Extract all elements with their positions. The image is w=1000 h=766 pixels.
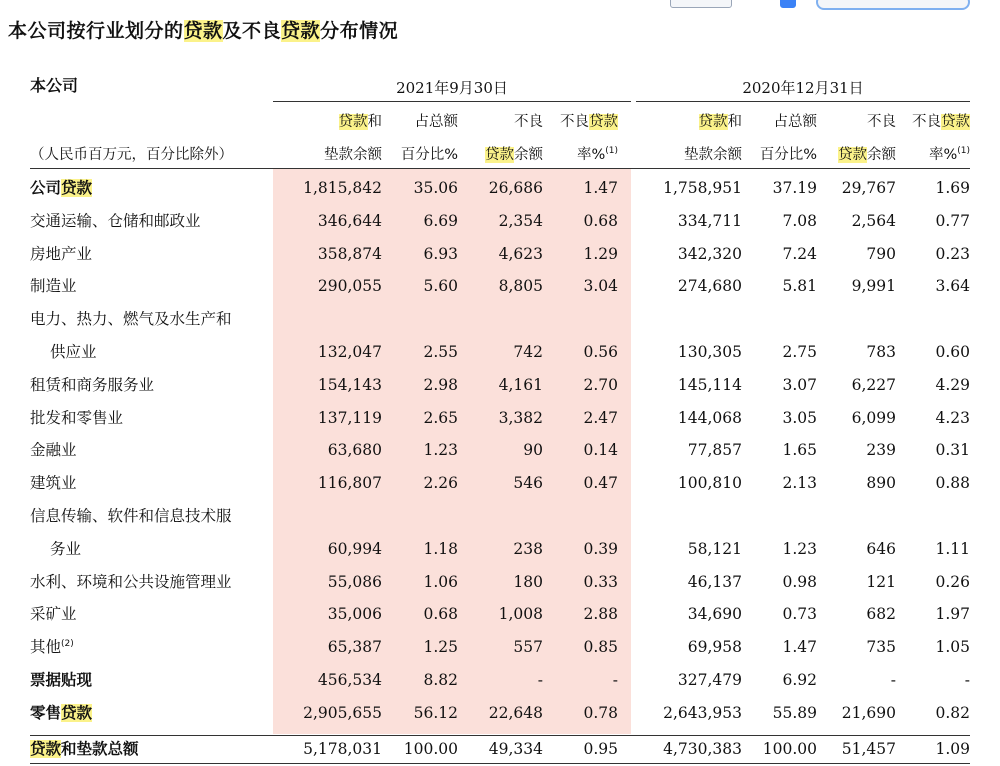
- table-cell: 132,047: [317, 343, 382, 361]
- table-cell: 1.09: [935, 739, 970, 758]
- title-part: 本公司按行业划分的: [8, 20, 184, 42]
- table-cell: 6,227: [851, 375, 896, 394]
- table-cell: 2.70: [583, 375, 618, 394]
- table-cell: 783: [866, 343, 896, 361]
- table-cell: 29,767: [841, 179, 896, 197]
- table-cell: 0.82: [935, 703, 970, 722]
- search-box-fragment[interactable]: [816, 0, 970, 10]
- table-cell: 2.13: [782, 474, 817, 493]
- table-cell: 144,068: [677, 408, 742, 427]
- toolbar-fragment-3: [780, 0, 796, 8]
- row-label-highlight: 贷款: [61, 179, 93, 197]
- table-cell: 346,644: [317, 211, 382, 230]
- column-header-line2: [401, 145, 458, 165]
- header-highlight: 贷款: [941, 114, 970, 130]
- table-cell: 0.23: [935, 244, 970, 263]
- header-text: 占总额: [773, 114, 817, 130]
- table-cell: 735: [866, 638, 896, 657]
- column-header-line2: [324, 145, 382, 165]
- table-cell: 1.06: [423, 572, 458, 591]
- table-cell: 130,305: [677, 343, 742, 361]
- row-label: [30, 276, 77, 296]
- table-cell: 2.88: [583, 605, 618, 624]
- table-cell: 35.06: [413, 179, 458, 197]
- row-label-text: 批发和零售业: [30, 408, 124, 427]
- header-highlight: 贷款: [698, 114, 728, 130]
- table-cell: 5.81: [782, 277, 817, 296]
- total-rule: [30, 735, 970, 736]
- column-header-line1: [415, 112, 459, 132]
- title-highlight: 贷款: [183, 20, 223, 42]
- table-cell: 646: [866, 539, 896, 558]
- title-part: 分布情况: [320, 20, 399, 42]
- table-cell: 0.56: [583, 343, 618, 361]
- row-label-text: 信息传输、软件和信息技术服: [30, 507, 232, 525]
- header-text: 百分比%: [400, 147, 458, 163]
- table-cell: 0.60: [935, 343, 970, 361]
- table-cell: 180: [513, 572, 543, 591]
- table-cell: 1.11: [935, 539, 970, 558]
- table-cell: 4,161: [498, 375, 543, 394]
- column-header-line1: [339, 112, 383, 132]
- column-header-line2: [577, 145, 618, 165]
- header-text: 率%: [928, 147, 958, 163]
- table-cell: 0.26: [935, 572, 970, 591]
- row-label-text: 租赁和商务服务业: [30, 375, 155, 394]
- table-cell: 546: [513, 474, 543, 493]
- table-cell: 4,623: [498, 244, 543, 263]
- table-cell: 456,534: [317, 671, 382, 689]
- row-label-text: 金融业: [30, 441, 77, 460]
- table-cell: 121: [866, 572, 896, 591]
- header-text: 不良: [514, 114, 543, 130]
- column-header-line2: [760, 145, 817, 165]
- title-part: 及不良: [222, 20, 282, 42]
- toolbar-fragment-2: [670, 0, 732, 8]
- table-cell: 7.08: [782, 211, 817, 230]
- row-label: [30, 506, 232, 526]
- table-cell: 1.29: [583, 244, 618, 263]
- table-cell: 145,114: [677, 375, 742, 394]
- table-cell: 0.88: [935, 474, 970, 493]
- table-cell: 2,354: [498, 211, 543, 230]
- row-label-highlight: 贷款: [61, 703, 93, 722]
- table-cell: -: [890, 671, 896, 689]
- table-cell: 34,690: [687, 605, 742, 624]
- table-cell: 358,874: [317, 244, 382, 263]
- row-label-text: 采矿业: [30, 605, 77, 624]
- page-title: [8, 16, 398, 43]
- header-text: 和: [727, 114, 742, 130]
- header-text: 百分比%: [759, 147, 817, 163]
- table-cell: 6,099: [851, 408, 896, 427]
- table-cell: 22,648: [488, 703, 543, 722]
- table-cell: 5.60: [423, 277, 458, 296]
- row-label-text: 和垫款总额: [61, 739, 139, 758]
- header-highlight: 贷款: [838, 147, 867, 163]
- row-label: [50, 342, 97, 362]
- table-cell: 37.19: [772, 179, 817, 197]
- table-cell: 0.78: [583, 703, 618, 722]
- table-cell: 2.26: [423, 474, 458, 493]
- table-cell: 1,758,951: [663, 179, 742, 197]
- table-cell: 0.68: [583, 211, 618, 230]
- table-cell: 116,807: [317, 474, 382, 493]
- browser-toolbar-fragment: [640, 0, 1000, 10]
- row-label-text: 房地产业: [30, 244, 93, 263]
- row-label-text: 电力、热力、燃气及水生产和: [30, 310, 232, 329]
- period-header-2021: 2021年9月30日: [396, 79, 508, 97]
- table-cell: 3.05: [782, 408, 817, 427]
- period-rule-2021: [273, 101, 631, 102]
- row-label-text: 票据贴现: [30, 671, 93, 689]
- table-cell: 238: [513, 539, 543, 558]
- table-cell: 682: [866, 605, 896, 624]
- column-header-line1: [912, 112, 970, 132]
- table-cell: 239: [866, 441, 896, 460]
- row-label: [30, 211, 201, 231]
- column-header-line1: [867, 112, 896, 132]
- table-cell: 0.14: [583, 441, 618, 460]
- header-text: 率%: [576, 147, 606, 163]
- header-text: 不良: [867, 114, 896, 130]
- title-highlight: 贷款: [281, 20, 321, 42]
- table-cell: 327,479: [677, 671, 742, 689]
- row-label-text: 水利、环境和公共设施管理业: [30, 572, 232, 591]
- header-highlight: 贷款: [485, 147, 514, 163]
- row-label-text: 零售: [30, 703, 62, 722]
- table-cell: 0.39: [583, 539, 618, 558]
- period-header-2020: 2020年12月31日: [742, 79, 864, 97]
- table-cell: 8,805: [498, 277, 543, 296]
- table-cell: 0.95: [583, 739, 618, 758]
- table-cell: 1.18: [423, 539, 458, 558]
- period-rule-2020: [636, 101, 970, 102]
- header-highlight: 贷款: [589, 114, 618, 130]
- table-cell: 2.98: [423, 375, 458, 394]
- header-text: 占总额: [414, 114, 458, 130]
- row-label: [30, 473, 77, 493]
- bottom-rule: [30, 763, 970, 764]
- table-cell: 49,334: [488, 739, 543, 758]
- row-label: [30, 604, 77, 624]
- table-cell: 6.93: [423, 244, 458, 263]
- row-label: [30, 703, 92, 723]
- table-cell: 46,137: [687, 572, 742, 591]
- row-label: [30, 670, 92, 690]
- table-cell: 4.29: [935, 375, 970, 394]
- row-label: [30, 178, 92, 198]
- table-cell: 0.73: [782, 605, 817, 624]
- table-cell: 21,690: [841, 703, 896, 722]
- header-text: 不良: [912, 114, 941, 130]
- table-cell: 2,564: [851, 211, 896, 230]
- row-label-text: 务业: [50, 539, 82, 558]
- table-cell: 0.68: [423, 605, 458, 624]
- table-cell: 26,686: [488, 179, 543, 197]
- table-cell: 1.23: [782, 539, 817, 558]
- header-highlight: 贷款: [338, 114, 368, 130]
- table-cell: 7.24: [782, 244, 817, 263]
- table-cell: 0.47: [583, 474, 618, 493]
- corner-label: 本公司: [30, 76, 79, 95]
- table-cell: 1.65: [782, 441, 817, 460]
- header-text: 和: [367, 114, 382, 130]
- table-cell: 35,006: [327, 605, 382, 624]
- table-cell: 69,958: [687, 638, 742, 657]
- row-label-text: 建筑业: [30, 474, 77, 493]
- row-label-text: 交通运输、仓储和邮政业: [30, 211, 201, 230]
- table-cell: 334,711: [677, 211, 742, 230]
- table-cell: 3.07: [782, 375, 817, 394]
- table-cell: 0.77: [935, 211, 970, 230]
- table-cell: 5,178,031: [303, 739, 382, 758]
- header-text: 垫款余额: [324, 147, 382, 163]
- column-header-line2: [485, 145, 543, 165]
- table-cell: 0.31: [935, 441, 970, 460]
- table-cell: 65,387: [327, 638, 382, 657]
- table-cell: 137,119: [317, 408, 382, 427]
- footnote-marker: (1): [957, 146, 970, 157]
- table-cell: 2.55: [423, 343, 458, 361]
- table-cell: 0.98: [782, 572, 817, 591]
- table-cell: 1.25: [423, 638, 458, 657]
- table-cell: 55.89: [772, 703, 817, 722]
- row-label-highlight: 贷款: [30, 739, 62, 758]
- table-cell: 8.82: [423, 671, 458, 689]
- table-cell: 1.47: [782, 638, 817, 657]
- row-label: [30, 440, 77, 460]
- row-label: [30, 375, 154, 395]
- table-cell: 274,680: [677, 277, 742, 296]
- row-label-text: 制造业: [30, 277, 77, 296]
- table-cell: 55,086: [327, 572, 382, 591]
- column-header-line1: [774, 112, 818, 132]
- table-cell: 51,457: [841, 739, 896, 758]
- table-cell: 1.97: [935, 605, 970, 624]
- table-cell: 77,857: [687, 441, 742, 460]
- table-cell: 1,815,842: [303, 179, 382, 197]
- column-header-line2: [684, 145, 742, 165]
- table-cell: -: [537, 671, 543, 689]
- header-rule: [30, 168, 970, 169]
- footnote-marker: (1): [605, 146, 618, 157]
- table-cell: 100.00: [403, 739, 458, 758]
- row-label-text: 公司: [30, 179, 62, 197]
- column-header-line2: [929, 145, 970, 165]
- table-cell: 58,121: [687, 539, 742, 558]
- table-cell: 2.47: [583, 408, 618, 427]
- header-text: 余额: [514, 147, 543, 163]
- row-label: [30, 309, 232, 329]
- unit-label: （人民币百万元，百分比除外）: [30, 147, 233, 163]
- table-cell: 790: [866, 244, 896, 263]
- header-text: 余额: [867, 147, 896, 163]
- table-cell: 3,382: [498, 408, 543, 427]
- table-cell: 1,008: [498, 605, 543, 624]
- table-cell: 60,994: [327, 539, 382, 558]
- table-cell: 342,320: [677, 244, 742, 263]
- table-cell: 1.23: [423, 441, 458, 460]
- table-cell: 2,643,953: [663, 703, 742, 722]
- footnote-marker: (2): [61, 639, 74, 650]
- table-cell: -: [964, 671, 970, 689]
- table-cell: 9,991: [851, 277, 896, 296]
- column-header-line1: [514, 112, 543, 132]
- table-cell: 100,810: [677, 474, 742, 493]
- row-label: [30, 408, 123, 428]
- table-cell: 63,680: [327, 441, 382, 460]
- row-label-text: 供应业: [50, 343, 97, 361]
- table-cell: 290,055: [317, 277, 382, 296]
- table-cell: 1.69: [935, 179, 970, 197]
- toolbar-fragment-1: [640, 0, 652, 6]
- row-label: [30, 244, 92, 264]
- table-cell: 1.47: [583, 179, 618, 197]
- table-cell: 557: [513, 638, 543, 657]
- row-label: [30, 637, 74, 657]
- column-header-line1: [560, 112, 618, 132]
- table-cell: 6.69: [423, 211, 458, 230]
- table-cell: 56.12: [413, 703, 458, 722]
- table-cell: 2.65: [423, 408, 458, 427]
- table-cell: 100.00: [762, 739, 817, 758]
- row-label: [30, 572, 232, 592]
- table-cell: 3.64: [935, 277, 970, 296]
- row-label: [30, 739, 139, 759]
- table-cell: 0.85: [583, 638, 618, 657]
- header-text: 不良: [560, 114, 589, 130]
- table-cell: 890: [866, 474, 896, 493]
- table-cell: 0.33: [583, 572, 618, 591]
- column-header-line1: [699, 112, 743, 132]
- column-header-line2: [838, 145, 896, 165]
- table-cell: 3.04: [583, 277, 618, 296]
- table-cell: -: [612, 671, 618, 689]
- table-cell: 6.92: [782, 671, 817, 689]
- table-cell: 4.23: [935, 408, 970, 427]
- table-cell: 90: [523, 441, 543, 460]
- table-cell: 2,905,655: [303, 703, 382, 722]
- table-cell: 4,730,383: [663, 739, 742, 758]
- table-cell: 154,143: [317, 375, 382, 394]
- row-label: [50, 539, 81, 559]
- table-cell: 742: [513, 343, 543, 361]
- header-text: 垫款余额: [684, 147, 742, 163]
- table-cell: 1.05: [935, 638, 970, 657]
- table-cell: 2.75: [782, 343, 817, 361]
- row-label-text: 其他: [30, 638, 62, 657]
